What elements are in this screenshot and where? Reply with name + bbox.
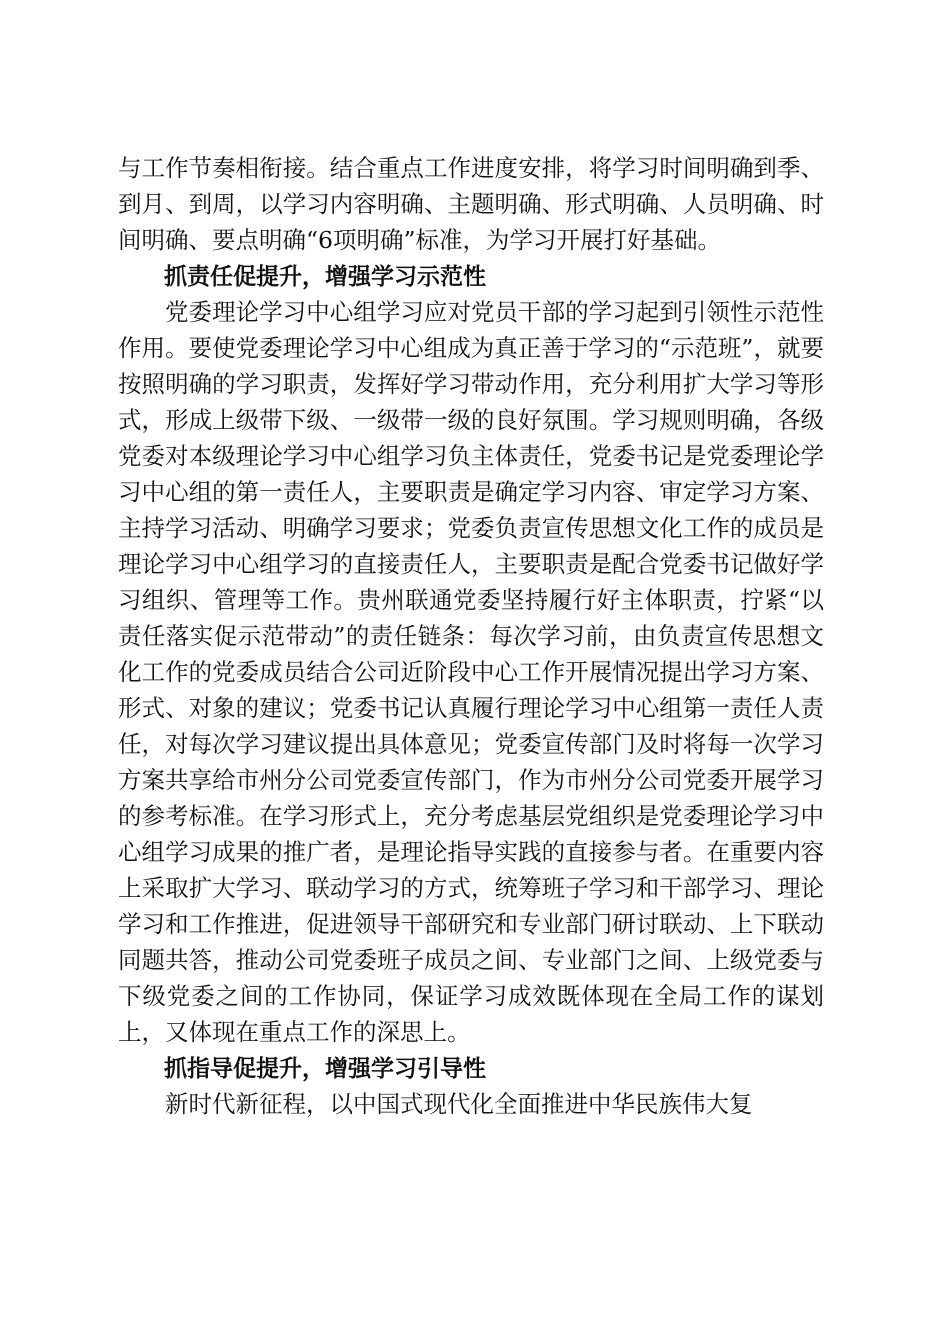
section-heading: 抓责任促提升，增强学习示范性	[164, 264, 486, 290]
document-page	[118, 150, 824, 1122]
section-heading: 抓指导促提升，增强学习引导性	[164, 1056, 486, 1082]
body-paragraph: 新时代新征程，以中国式现代化全面推进中华民族伟大复	[165, 1090, 753, 1118]
body-paragraph: 党委理论学习中心组学习应对党员干部的学习起到引领性示范性作用。要使党委理论学习中心组成为真正善于学习的“示范班”，就要按照明确的学习职责，发挥好学习带动作用，充分利用扩大学习等形式，形成上级带下级、一级带一级的良好氛围。学习规则明确，各级党委对本级理论学习中心组学习负主体责任，党委书记是党委理论学习中心组的第一责任人，主要职责是确定学习内容、审定学习方案、主持学习活动、明确学习要求；党委负责宣传思想文化工作的成员是理论学习中心组学习的直接责任人，主要职责是配合党委书记做好学习组织、管理等工作。贵州联通党委坚持履行好主体职责，拧紧“以责任落实促示范带动”的责任链条：每次学习前，由负责宣传思想文化工作的党委成员结合公司近阶段中心工作开展情况提出学习方案、形式、对象的建议；党委书记认真履行理论学习中心组第一责任人责任，对每次学习建议提出具体意见；党委宣传部门及时将每一次学习方案共享给市州分公司党委宣传部门，作为市州分公司党委开展学习的参考标准。在学习形式上，充分考虑基层党组织是党委理论学习中心组学习成果的推广者，是理论指导实践的直接参与者。在重要内容上采取扩大学习、联动学习的方式，统筹班子学习和干部学习、理论学习和工作推进，促进领导干部研究和专业部门研讨联动、上下联动同题共答，推动公司党委班子成员之间、专业部门之间、上级党委与下级党委之间的工作协同，保证学习成效既体现在全局工作的谋划上，又体现在重点工作的深思上。	[118, 298, 824, 1046]
body-paragraph: 与工作节奏相衔接。结合重点工作进度安排，将学习时间明确到季、到月、到周，以学习内容明确、主题明确、形式明确、人员明确、时间明确、要点明确“6项明确”标准，为学习开展打好基础。	[118, 154, 824, 254]
